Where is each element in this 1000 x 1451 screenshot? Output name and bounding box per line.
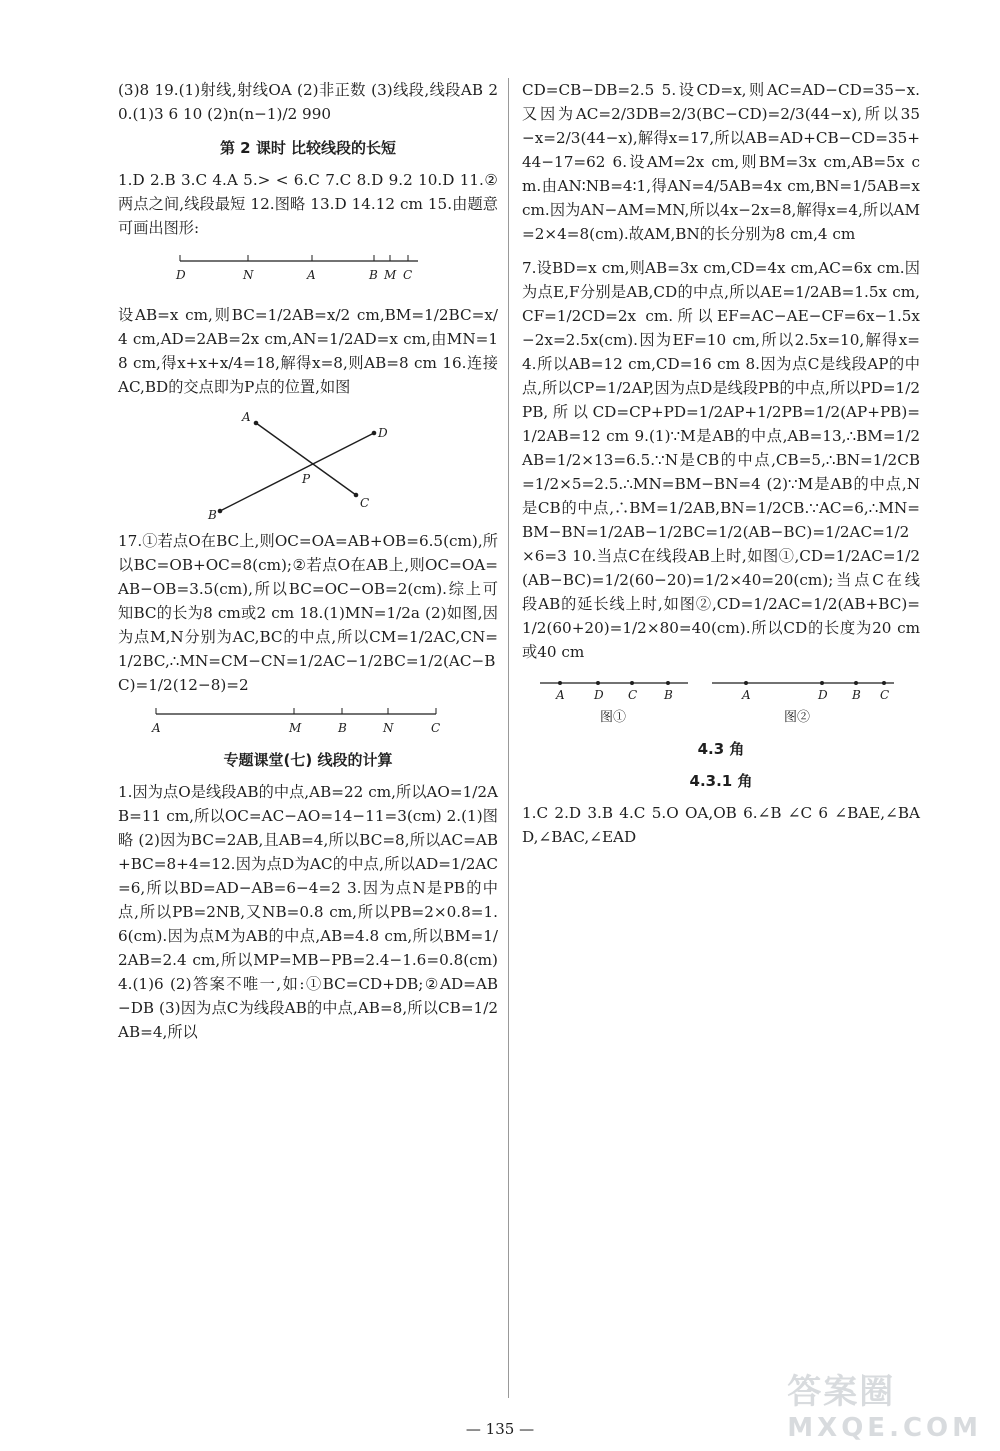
- figure-caption: 图②: [784, 710, 811, 725]
- point-label: D: [378, 425, 388, 440]
- right-column: [522, 78, 920, 859]
- point-label: A: [742, 688, 751, 702]
- answer-paragraph: (3)8 19.(1)射线,射线OA (2)非正数 (3)线段,线段AB 20.(1)3 6 10 (2)n(n−1)/2 990: [118, 81, 498, 123]
- answer-paragraph: 7.设BD=x cm,则AB=3x cm,CD=4x cm,AC=6x cm.因为点E,F分别是AB,CD的中点,所以AE=1/2AB=1.5x cm,CF=1/2CD=2x cm.所以EF=AC−AE−CF=6x−1.5x−2x=2.5x(cm).因为EF=10 cm,所以2.5x=10,解得x=4.所以AB=12 cm,CD=16 cm 8.因为点C是线段AP的中点,所以CP=1/2AP,因为点D是线段PB的中点,所以PD=1/2PB,所以CD=CP+PD=1/2AP+1/2PB=1/2(AP+PB)=1/2AB=12 cm 9.(1)∵M是AB的中点,AB=13,∴BM=1/2AB=1/2×13=6.5.∵N是CB的中点,CB=5,∴BN=1/2CB=1/2×5=2.5.∴MN=BM−BN=4 (2)∵M是AB的中点,N是CB的中点,∴BM=1/2AB,BN=1/2CB.∵AC=6,∴MN=BM−BN=1/2AB−1/2BC=1/2(AB−BC)=1/2AC=1/2×6=3 10.当点C在线段AB上时,如图①,CD=1/2AC=1/2(AB−BC)=1/2(60−20)=1/2×40=20(cm);当点C在线段AB的延长线上时,如图②,CD=1/2AC=1/2(AB+BC)=1/2(60+20)=1/2×80=40(cm).所以CD的长度为20 cm或40 cm: [522, 258, 920, 661]
- point-label: N: [243, 268, 254, 282]
- intersection-diagram: [118, 409, 498, 521]
- figure-caption: 图①: [600, 710, 627, 725]
- point-label: D: [818, 688, 828, 702]
- answer-paragraph: 设AB=x cm,则BC=1/2AB=x/2 cm,BM=1/2BC=x/4 cm,AD=2AB=2x cm,AN=1/2AD=x cm,由MN=18 cm,得x+x+x/4=18,解得x=8,则AB=8 cm 16.连接AC,BD的交点即为P点的位置,如图: [118, 306, 498, 396]
- point-label: C: [431, 721, 441, 735]
- point-label: P: [302, 471, 311, 486]
- column-divider: [508, 78, 509, 1398]
- watermark-text: 答案圈: [787, 1372, 896, 1412]
- watermark-url: MXQE.COM: [787, 1413, 982, 1443]
- point-label: M: [384, 268, 397, 282]
- segment-diagram-1: [118, 249, 498, 295]
- watermark-logo: [787, 1364, 982, 1443]
- point-label: B: [852, 688, 861, 702]
- section-heading: 第 2 课时 比较线段的长短: [219, 138, 397, 157]
- left-column: [118, 78, 498, 1054]
- point-label: C: [628, 688, 638, 702]
- point-label: M: [289, 721, 302, 735]
- segment-figures-row: [522, 673, 920, 729]
- point-label: A: [152, 721, 161, 735]
- section-heading: 4.3 角: [697, 740, 745, 758]
- point-label: N: [383, 721, 394, 735]
- point-label: B: [369, 268, 378, 282]
- page-number: — 135 —: [465, 1420, 535, 1438]
- point-label: C: [880, 688, 890, 702]
- point-label: C: [403, 268, 413, 282]
- point-label: B: [338, 721, 347, 735]
- point-label: A: [556, 688, 565, 702]
- point-label: B: [208, 507, 217, 521]
- segment-diagram-2: [118, 706, 498, 740]
- answer-paragraph: 1.因为点O是线段AB的中点,AB=22 cm,所以AO=1/2AB=11 cm,所以OC=AC−AO=14−11=3(cm) 2.(1)图略 (2)因为BC=2AB,且AB=4,所以BC=8,所以AC=AB+BC=8+4=12.因为点D为AC的中点,所以AD=1/2AC=6,所以BD=AD−AB=6−4=2 3.因为点N是PB的中点,所以PB=2NB,又NB=0.8 cm,所以PB=2×0.8=1.6(cm).因为点M为AB的中点,AB=4.8 cm,所以BM=1/2AB=2.4 cm,所以MP=MB−PB=2.4−1.6=0.8(cm) 4.(1)6 (2)答案不唯一,如:①BC=CD+DB;②AD=AB−DB (3)因为点C为线段AB的中点,AB=8,所以CB=1/2AB=4,所以: [118, 783, 498, 1041]
- point-label: A: [307, 268, 316, 282]
- answer-paragraph: 17.①若点O在BC上,则OC=OA=AB+OB=6.5(cm),所以BC=OB+OC=8(cm);②若点O在AB上,则OC=OA=AB−OB=3.5(cm),所以BC=OC−OB=2(cm).综上可知BC的长为8 cm或2 cm 18.(1)MN=1/2a (2)如图,因为点M,N分别为AC,BC的中点,所以CM=1/2AC,CN=1/2BC,∴MN=CM−CN=1/2AC−1/2BC=1/2(AC−BC)=1/2(12−8)=2: [118, 531, 498, 694]
- point-label: D: [176, 268, 186, 282]
- answer-paragraph: 1.D 2.B 3.C 4.A 5.> < 6.C 7.C 8.D 9.2 10.D 11.② 两点之间,线段最短 12.图略 13.D 14.12 cm 15.由题意可画出图形:: [118, 170, 498, 237]
- point-label: D: [594, 688, 604, 702]
- answer-paragraph: 1.C 2.D 3.B 4.C 5.O OA,OB 6.∠B ∠C 6 ∠BAE,∠BAD,∠BAC,∠EAD: [522, 804, 920, 846]
- section-heading: 专题课堂(七) 线段的计算: [223, 751, 393, 769]
- subsection-heading: 4.3.1 角: [689, 772, 753, 790]
- point-label: C: [360, 495, 370, 510]
- point-label: A: [242, 409, 251, 424]
- answer-paragraph: CD=CB−DB=2.5 5.设CD=x,则AC=AD−CD=35−x.又因为AC=2/3DB=2/3(BC−CD)=2/3(44−x),所以35−x=2/3(44−x),解得x=17,所以AB=AD+CB−CD=35+44−17=62 6.设AM=2x cm,则BM=3x cm,AB=5x cm.由AN∶NB=4∶1,得AN=4/5AB=4x cm,BN=1/5AB=x cm.因为AN−AM=MN,所以4x−2x=8,解得x=4,所以AM=2×4=8(cm).故AM,BN的长分别为8 cm,4 cm: [522, 81, 920, 243]
- point-label: B: [664, 688, 673, 702]
